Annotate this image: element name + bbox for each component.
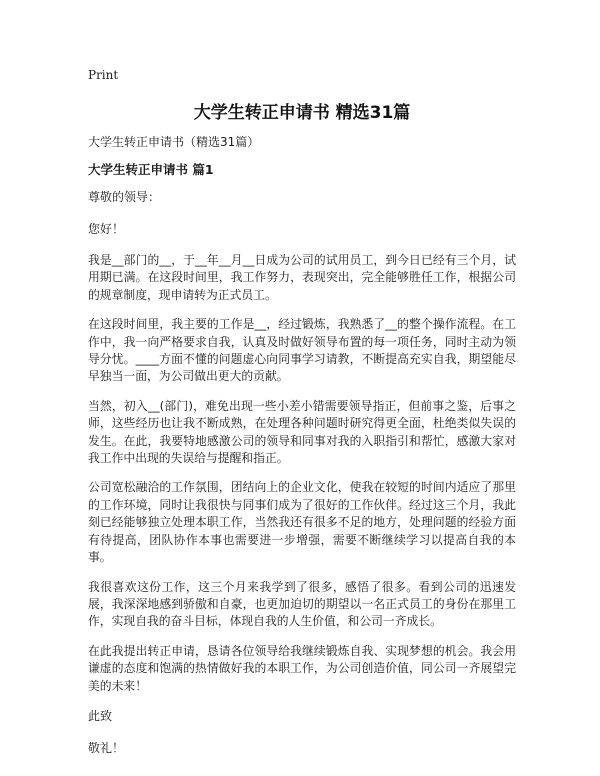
print-label: Print — [88, 68, 119, 82]
paragraph-3: 当然，初入__(部门)，难免出现一些小差小错需要领导指正，但前事之鉴，后事之师，这些经历也让我不断成熟，在处理各种问题时研究得更全面，杜绝类似失误的发生。在此，我要特地感激公司的领导和同事对我的入职指引和帮忙，感激大家对我工作中出现的失误给与提醒和指正。 — [88, 398, 516, 466]
greeting: 尊敬的领导： — [88, 190, 161, 204]
closing-line: 此致 — [88, 708, 113, 723]
paragraph-6: 在此我提出转正申请，恳请各位领导给我继续锻炼自我、实现梦想的机会。我会用谦虚的态度和饱满的热情做好我的本职工作，为公司创造价值，同公司一齐展望完美的未来！ — [88, 643, 516, 693]
paragraph-4: 公司宽松融洽的工作氛围，团结向上的企业文化，使我在较短的时间内适应了那里的工作环境，同时让我很快与同事们成为了很好的工作伙伴。经过这三个月，我此刻已经能够独立处理本职工作，当然我还有很多不足的地方，处理问题的经验方面有待提高，团队协作本事也需要进一步增强，需要不断继续学习以提高自我的本事。 — [88, 480, 516, 565]
salute-line: 敬礼！ — [88, 740, 125, 755]
paragraph-2: 在这段时间里，我主要的工作是__，经过锻炼，我熟悉了__的整个操作流程。在工作中，我一向严格要求自我，认真及时做好领导布置的每一项任务，同时主动为领导分忧。____方面不懂的问题虚心向同事学习请教，不断提高充实自我，期望能尽早独当一面，为公司做出更大的贡献。 — [88, 317, 516, 384]
paragraph-5: 我很喜欢这份工作，这三个月来我学到了很多，感悟了很多。看到公司的迅速发展，我深深地感到骄傲和自豪，也更加迫切的期望以一名正式员工的身份在那里工作，实现自我的奋斗目标，体现自我的人生价值，和公司一齐成长。 — [88, 579, 516, 629]
paragraph-1: 我是__部门的__，于__年__月__日成为公司的试用员工，到今日已经有三个月，试用期已满。在这段时间里，我工作努力，表现突出，完全能够胜任工作，根据公司的规章制度，现申请转为正式员工。 — [88, 253, 516, 302]
document-subtitle: 大学生转正申请书（精选31篇） — [88, 135, 260, 149]
section-heading: 大学生转正申请书 篇1 — [88, 162, 214, 177]
hello-line: 您好！ — [88, 222, 125, 236]
document-title: 大学生转正申请书 精选31篇 — [193, 103, 411, 123]
document-page — [88, 66, 516, 771]
